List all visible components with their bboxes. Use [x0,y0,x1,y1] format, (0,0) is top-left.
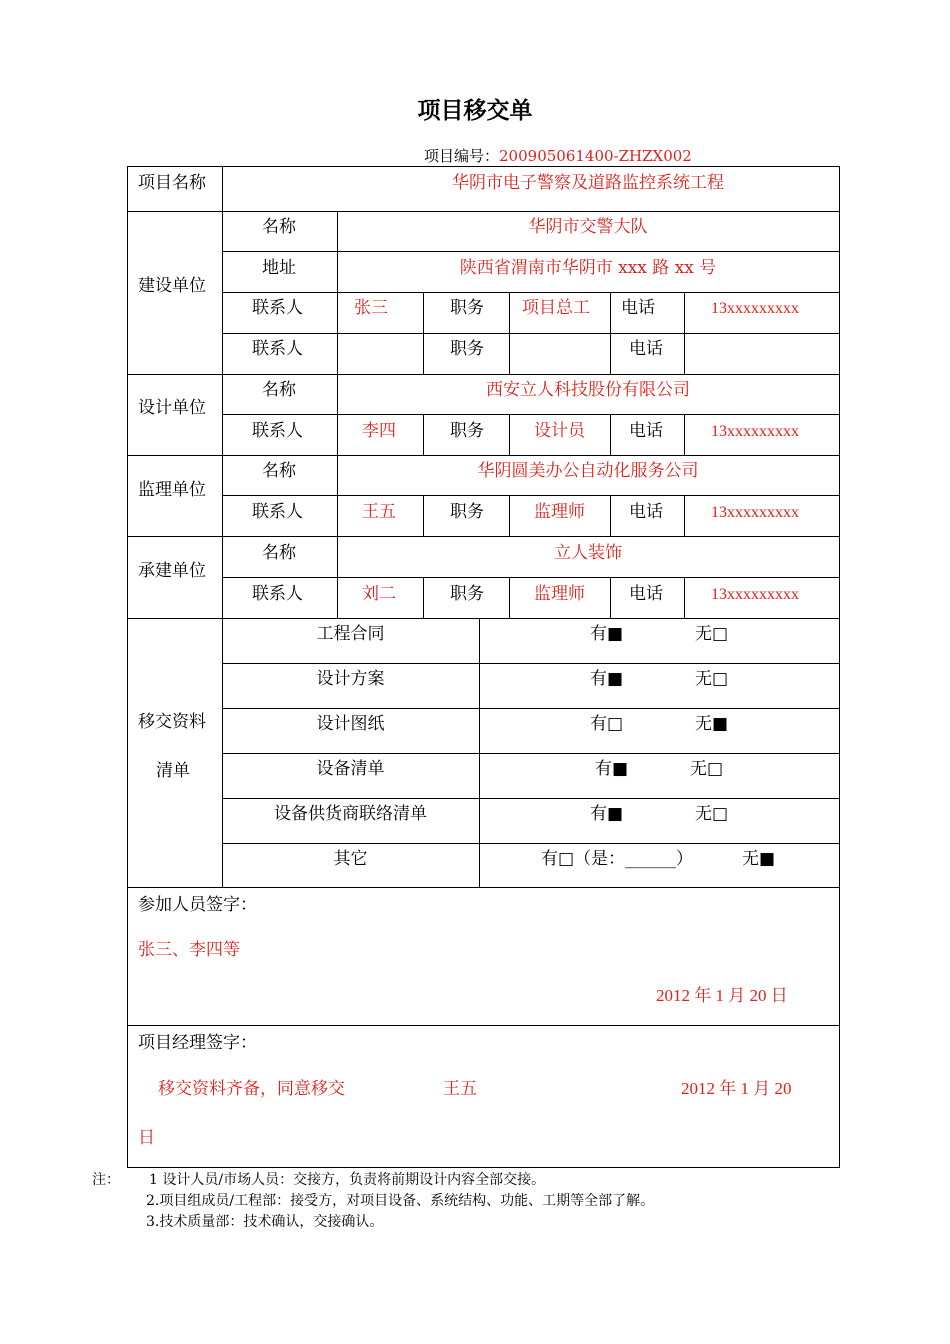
contact-phone: 13xxxxxxxxx [711,300,799,317]
construction-unit-address: 陕西省渭南市华阴市 xxx 路 xx 号 [459,258,717,278]
note-item: 3.技术质量部：技术确认，交接确认。 [146,1214,384,1230]
notes [92,1170,655,1233]
name-label: 名称 [262,543,296,563]
handover-item-yes: 有□（是：______） [541,849,694,869]
contact-name: 王五 [362,502,396,522]
position-label: 职务 [450,298,484,318]
handover-item-name: 设计方案 [316,669,385,689]
contact-phone: 13xxxxxxxxx [711,504,799,521]
handover-item-name: 设备供货商联络清单 [274,804,427,824]
phone-label: 电话 [629,584,663,604]
handover-item-name: 设备清单 [316,759,385,779]
name-label: 名称 [262,217,296,237]
page-title: 项目移交单 [417,98,533,124]
participants-label: 参加人员签字： [138,895,257,915]
handover-item-yes: 有■ [590,804,624,824]
pm-comment: 移交资料齐备，同意移交 [158,1079,345,1099]
contact-name: 刘二 [362,584,396,604]
contact-label: 联系人 [252,502,303,522]
contractor-unit-name: 立人装饰 [554,543,622,563]
handover-item-no: 无□ [695,669,729,689]
pm-date: 2012 年 1 月 20 [681,1079,792,1098]
address-label: 地址 [262,258,296,278]
position-label: 职务 [450,339,484,359]
handover-item-name: 设计图纸 [316,714,385,734]
phone-label: 电话 [629,339,663,359]
contact-name: 张三 [354,298,388,318]
contact-position: 设计员 [534,421,585,441]
phone-label: 电话 [629,502,663,522]
position-label: 职务 [450,584,484,604]
handover-item-no: 无□ [690,759,724,779]
construction-unit-name: 华阴市交警大队 [528,217,648,237]
handover-item-yes: 有■ [595,759,629,779]
supervision-unit-name: 华阴圆美办公自动化服务公司 [477,461,699,481]
contact-label: 联系人 [252,339,303,359]
participants-names: 张三、李四等 [138,940,240,960]
project-name-value: 华阴市电子警察及道路监控系统工程 [452,173,724,193]
contact-label: 联系人 [252,298,303,318]
contact-label: 联系人 [252,584,303,604]
handover-item-no: 无□ [695,624,729,644]
pm-label: 项目经理签字： [138,1033,257,1053]
position-label: 职务 [450,502,484,522]
contact-position: 监理师 [534,502,585,522]
project-name-label: 项目名称 [138,173,206,193]
handover-item-no: 无■ [695,714,729,734]
handover-item-no: 无■ [742,849,776,869]
handover-item-yes: 有□ [590,714,624,734]
note-item: 2.项目组成员/工程部：接受方，对项目设备、系统结构、功能、工期等全部了解。 [146,1193,655,1209]
notes-label: 注： [92,1172,120,1188]
handover-item-name: 其它 [333,849,368,869]
pm-signer: 王五 [443,1079,477,1099]
contact-label: 联系人 [252,421,303,441]
participants-date: 2012 年 1 月 20 日 [656,986,788,1005]
contact-name: 李四 [362,421,396,441]
note-item: 1 设计人员/市场人员：交接方，负责将前期设计内容全部交接。 [149,1172,546,1188]
supervision-unit-label: 监理单位 [138,480,206,500]
construction-unit-label: 建设单位 [138,276,206,296]
name-label: 名称 [262,461,296,481]
handover-label-line2: 清单 [156,761,190,781]
handover-item-yes: 有■ [590,669,624,689]
contact-phone: 13xxxxxxxxx [711,423,799,440]
handover-item-yes: 有■ [590,624,624,644]
project-number-label: 项目编号： [424,147,500,165]
project-number [424,145,692,166]
handover-label-line1: 移交资料 [138,712,206,732]
handover-item-name: 工程合同 [316,624,385,644]
contact-phone: 13xxxxxxxxx [711,586,799,603]
position-label: 职务 [450,421,484,441]
name-label: 名称 [262,380,296,400]
contact-position: 项目总工 [522,298,590,318]
contact-position: 监理师 [534,584,585,604]
design-unit-name: 西安立人科技股份有限公司 [486,380,690,400]
handover-item-no: 无□ [695,804,729,824]
pm-date-tail: 日 [138,1128,155,1148]
phone-label: 电话 [629,421,663,441]
design-unit-label: 设计单位 [138,398,206,418]
project-number-value: 200905061400-ZHZX002 [499,147,692,165]
contractor-unit-label: 承建单位 [138,561,206,581]
phone-label: 电话 [621,298,655,318]
